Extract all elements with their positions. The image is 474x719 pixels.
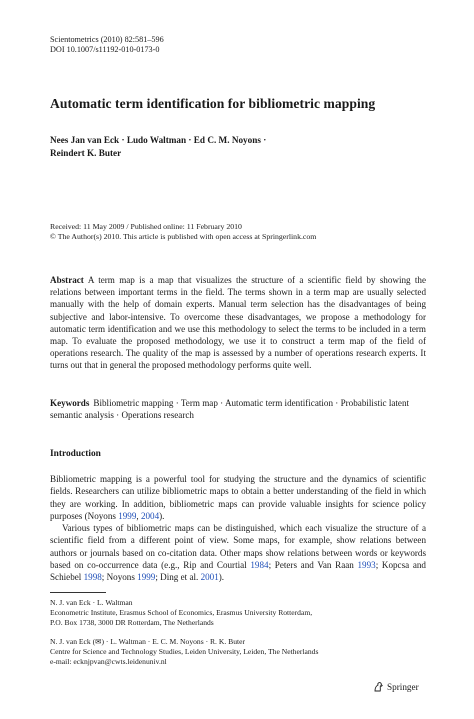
abstract-label: Abstract (50, 275, 84, 285)
publisher-logo (372, 681, 419, 693)
publisher-name: Springer (387, 682, 419, 692)
footnote-line: N. J. van Eck (✉) · L. Waltman · E. C. M. Noyons · R. K. Buter (50, 637, 246, 646)
springer-horse-icon (372, 681, 384, 693)
paragraph-text: ; Ding et al. (155, 572, 201, 583)
paragraph-text: ; Noyons (101, 572, 138, 583)
paragraph (50, 473, 426, 522)
received-published-line: Received: 11 May 2009 / Published online: 11 February 2010 (50, 222, 242, 231)
paragraph-text: ). (159, 510, 165, 521)
citation-link[interactable]: 1998 (83, 572, 102, 583)
paragraph-text: Various types of bibliometric maps can be distinguished, which each visualize the structure of a scientific field from a different point of view. Some maps, for example, show relations between authors or journals based on co-citation data. Other maps show relations between words or keywords based on co-occurrence data (e.g., Rip and Courtial (50, 523, 426, 571)
paragraph-text: Bibliometric mapping is a powerful tool for studying the structure and the dynamics of scientific fields. Researchers can utilize bibliometric maps to obtain a better understanding of the field in which they are working. In addition, bibliometric maps can provide valuable insights for science policy purposes (Noyons (50, 474, 426, 521)
keywords-label: Keywords (50, 398, 90, 408)
footnote-line: Econometric Institute, Erasmus School of Economics, Erasmus University Rotterdam, (50, 608, 313, 617)
citation-link[interactable]: 2001 (200, 572, 219, 583)
publication-dates (50, 222, 316, 242)
journal-citation: Scientometrics (2010) 82:581–596 (50, 35, 164, 44)
paper-title: Automatic term identification for bibliometric mapping (50, 96, 376, 111)
affiliation-footnote (50, 637, 318, 667)
footnote-line: P.O. Box 1738, 3000 DR Rotterdam, The Netherlands (50, 618, 214, 627)
introduction-body (50, 473, 426, 584)
author-list (50, 134, 266, 160)
citation-link[interactable]: 2004 (140, 510, 160, 521)
abstract (50, 274, 426, 372)
paragraph-text: ; Kopcsa and Schiebel (50, 560, 426, 583)
citation-link[interactable]: 1984 (250, 560, 269, 571)
authors-line-2: Reindert K. Buter (50, 148, 122, 158)
citation-link[interactable]: 1999 (118, 510, 137, 521)
journal-reference (50, 35, 164, 55)
citation-link[interactable]: 1993 (357, 560, 376, 571)
footnote-line: Centre for Science and Technology Studies, Leiden University, Leiden, The Netherlands (50, 647, 319, 656)
copyright-line: © The Author(s) 2010. This article is published with open access at Springerlink.com (50, 232, 317, 241)
keywords-text: Bibliometric mapping · Term map · Automatic term identification · Probabilistic latent semantic analysis · Operations research (50, 398, 410, 421)
authors-line-1: Nees Jan van Eck · Ludo Waltman · Ed C. M. Noyons · (50, 135, 267, 145)
abstract-text: A term map is a map that visualizes the structure of a scientific field by showing the relations between important terms in the field. The terms shown in a term map are usually selected manually with the help of domain experts. Manual term selection has the disadvantages of being subjective and labor-intensive. To overcome these disadvantages, we propose a methodology for automatic term identification and we use this methodology to select the terms to be included in a term map. To evaluate the proposed methodology, we use it to construct a term map of the field of operations research. The quality of the map is assessed by a number of operations research experts. It turns out that in general the proposed methodology performs quite well. (50, 275, 426, 371)
email-line: e-mail: ecknjpvan@cwts.leidenuniv.nl (50, 657, 167, 666)
doi-line: DOI 10.1007/s11192-010-0173-0 (50, 45, 160, 54)
keywords (50, 397, 426, 421)
affiliation-footnote (50, 598, 312, 628)
paragraph-text: ; Peters and Van Raan (268, 560, 358, 571)
footnote-line: N. J. van Eck · L. Waltman (50, 598, 133, 607)
paragraph-text: ). (218, 572, 225, 583)
footnote-divider (50, 592, 106, 593)
citation-link[interactable]: 1999 (137, 572, 156, 583)
paragraph-text: , (136, 510, 141, 521)
section-heading-introduction: Introduction (50, 449, 101, 459)
paragraph (50, 522, 426, 583)
